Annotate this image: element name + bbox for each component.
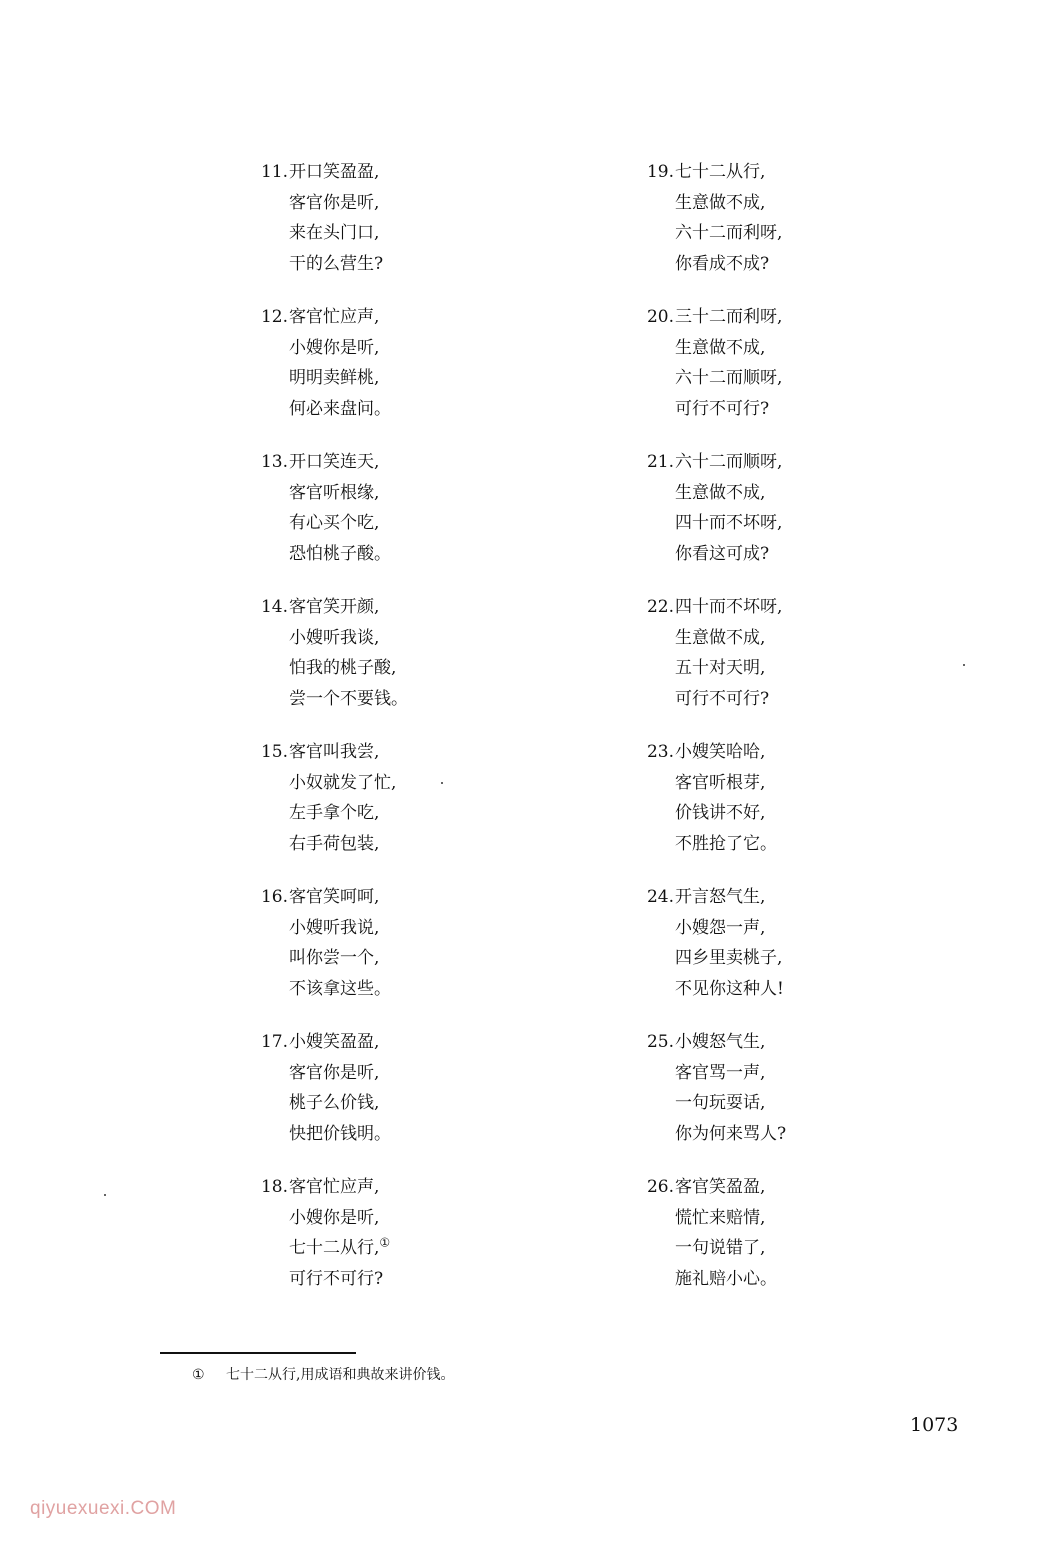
verse-text: 开言怒气生, [675, 887, 766, 907]
footnote [192, 1364, 454, 1384]
verse-text: 可行不可行? [675, 398, 770, 419]
verse-number: 12. [260, 307, 288, 327]
verse-text: 桃子么价钱, [289, 1093, 380, 1113]
verse-text: 有心买个吃, [289, 513, 380, 533]
verse-11 [258, 157, 383, 279]
verse-12 [258, 302, 391, 424]
verse-number: 17. [260, 1032, 288, 1052]
verse-text: 不见你这种人! [675, 978, 784, 999]
verse-text: 客官笑盈盈, [675, 1177, 766, 1197]
verse-line [258, 913, 391, 944]
verse-text: 慌忙来赔情, [675, 1207, 766, 1228]
verse-text: 生意做不成, [675, 192, 766, 213]
verse-line [258, 508, 391, 539]
verse-line [258, 829, 396, 860]
verse-number: 13. [260, 452, 288, 472]
verse-text: 尝一个不要钱。 [289, 688, 408, 709]
verse-line [258, 882, 391, 913]
verse-line [644, 1058, 786, 1089]
verse-line [258, 1172, 390, 1203]
verse-line [644, 302, 782, 333]
verse-text: 施礼赔小心。 [675, 1268, 777, 1289]
verse-line [644, 829, 777, 860]
verse-line [644, 1233, 777, 1264]
verse-line [644, 974, 784, 1005]
verse-13 [258, 447, 391, 569]
verse-line [258, 447, 391, 478]
verse-text: 你为何来骂人? [675, 1123, 787, 1144]
page-number: 1073 [910, 1414, 959, 1436]
verse-24 [644, 882, 784, 1004]
verse-line [644, 188, 782, 219]
verse-line [258, 302, 391, 333]
verse-line [644, 249, 782, 280]
verse-number: 22. [646, 597, 674, 617]
verse-number: 19. [646, 162, 674, 182]
scan-speck [963, 664, 965, 666]
verse-line [644, 798, 777, 829]
verse-number: 11. [260, 162, 288, 182]
verse-text: 客官笑呵呵, [289, 887, 380, 907]
verse-number: 21. [646, 452, 674, 472]
verse-line [644, 363, 782, 394]
verse-line [644, 1203, 777, 1234]
verse-number: 24. [646, 887, 674, 907]
verse-text: 客官笑开颜, [289, 597, 380, 617]
verse-17 [258, 1027, 391, 1149]
verse-line [258, 188, 383, 219]
verse-line [258, 1233, 390, 1264]
verse-text: 小嫂怨一声, [675, 917, 766, 938]
footnote-mark: ① [192, 1367, 205, 1383]
verse-text: 小嫂怒气生, [675, 1032, 766, 1052]
verse-23 [644, 737, 777, 859]
verse-line [258, 1119, 391, 1150]
verse-line [644, 1088, 786, 1119]
verse-text: 你看成不成? [675, 253, 770, 274]
verse-25 [644, 1027, 786, 1149]
verse-text: 五十对天明, [675, 658, 766, 678]
verse-text: 开口笑连天, [289, 452, 380, 472]
verse-number: 15. [260, 742, 288, 762]
verse-line [258, 478, 391, 509]
verse-text: 四乡里卖桃子, [675, 948, 783, 968]
verse-line [258, 798, 396, 829]
verse-line [644, 1264, 777, 1295]
verse-text: 六十二而顺呀, [675, 368, 783, 388]
verse-line [644, 394, 782, 425]
verse-text: 客官你是听, [289, 192, 380, 213]
footnote-rule [160, 1352, 356, 1354]
verse-text: 可行不可行? [675, 688, 770, 709]
verse-line [258, 1088, 391, 1119]
verse-line [258, 333, 391, 364]
scan-speck [104, 1194, 106, 1196]
verse-line [258, 623, 408, 654]
verse-text: 一句玩耍话, [675, 1093, 766, 1113]
verse-text: 七十二从行, [675, 162, 766, 182]
verse-line [258, 1027, 391, 1058]
verse-text: 不该拿这些。 [289, 978, 391, 999]
footnote-reference: ① [379, 1235, 391, 1250]
verse-line [258, 1203, 390, 1234]
verse-text: 右手荷包装, [289, 833, 380, 854]
verse-text: 来在头门口, [289, 223, 380, 243]
verse-text: 七十二从行, [289, 1238, 380, 1258]
verse-text: 明明卖鲜桃, [289, 368, 380, 388]
verse-18 [258, 1172, 390, 1294]
verse-text: 叫你尝一个, [289, 948, 380, 968]
verse-text: 小嫂你是听, [289, 337, 380, 358]
verse-text: 小嫂你是听, [289, 1207, 380, 1228]
verse-26 [644, 1172, 777, 1294]
verse-line [644, 913, 784, 944]
verse-16 [258, 882, 391, 1004]
verse-line [258, 943, 391, 974]
verse-text: 小嫂笑哈哈, [675, 742, 766, 762]
verse-line [644, 737, 777, 768]
verse-line [644, 882, 784, 913]
verse-line [644, 768, 777, 799]
verse-text: 怕我的桃子酸, [289, 658, 397, 678]
verse-line [258, 592, 408, 623]
verse-text: 客官你是听, [289, 1062, 380, 1083]
verse-text: 客官叫我尝, [289, 742, 380, 762]
verse-number: 26. [646, 1177, 674, 1197]
verse-text: 开口笑盈盈, [289, 162, 380, 182]
verse-line [258, 394, 391, 425]
verse-line [644, 1119, 786, 1150]
verse-text: 生意做不成, [675, 337, 766, 358]
verse-text: 客官忙应声, [289, 1177, 380, 1197]
verse-text: 生意做不成, [675, 627, 766, 648]
verse-number: 23. [646, 742, 674, 762]
verse-line [644, 943, 784, 974]
verse-line [644, 447, 782, 478]
verse-19 [644, 157, 782, 279]
verse-line [258, 218, 383, 249]
verse-text: 可行不可行? [289, 1268, 384, 1289]
verse-line [644, 539, 782, 570]
verse-14 [258, 592, 408, 714]
verse-line [644, 478, 782, 509]
verse-text: 四十而不坏呀, [675, 597, 783, 617]
verse-line [644, 1172, 777, 1203]
verse-text: 小嫂笑盈盈, [289, 1032, 380, 1052]
verse-line [258, 737, 396, 768]
verse-number: 20. [646, 307, 674, 327]
verse-number: 16. [260, 887, 288, 907]
verse-line [258, 157, 383, 188]
verse-text: 快把价钱明。 [289, 1123, 391, 1144]
verse-line [644, 653, 782, 684]
verse-text: 价钱讲不好, [675, 803, 766, 823]
verse-number: 25. [646, 1032, 674, 1052]
verse-line [644, 157, 782, 188]
verse-text: 六十二而顺呀, [675, 452, 783, 472]
verse-line [258, 363, 391, 394]
verse-text: 六十二而利呀, [675, 223, 783, 243]
verse-line [644, 218, 782, 249]
footnote-text: 七十二从行,用成语和典故来讲价钱。 [226, 1367, 455, 1383]
verse-text: 一句说错了, [675, 1238, 766, 1258]
verse-number: 18. [260, 1177, 288, 1197]
verse-line [644, 592, 782, 623]
verse-line [258, 653, 408, 684]
verse-text: 小奴就发了忙, [289, 772, 397, 793]
verse-21 [644, 447, 782, 569]
verse-number: 14. [260, 597, 288, 617]
verse-text: 四十而不坏呀, [675, 513, 783, 533]
verse-line [644, 508, 782, 539]
verse-text: 客官听根芽, [675, 772, 766, 793]
verse-text: 恐怕桃子酸。 [289, 543, 391, 564]
verse-line [644, 623, 782, 654]
verse-line [258, 249, 383, 280]
watermark: qiyuexuexi.COM [30, 1498, 177, 1519]
verse-20 [644, 302, 782, 424]
verse-line [644, 333, 782, 364]
verse-22 [644, 592, 782, 714]
verse-line [258, 1058, 391, 1089]
verse-text: 不胜抢了它。 [675, 833, 777, 854]
verse-line [258, 539, 391, 570]
scan-speck [441, 782, 443, 784]
verse-line [258, 684, 408, 715]
verse-line [644, 684, 782, 715]
verse-text: 左手拿个吃, [289, 803, 380, 823]
verse-15 [258, 737, 396, 859]
verse-line [258, 974, 391, 1005]
verse-text: 客官听根缘, [289, 482, 380, 503]
verse-text: 干的么营生? [289, 253, 384, 274]
verse-line [258, 768, 396, 799]
verse-text: 你看这可成? [675, 543, 770, 564]
verse-text: 三十二而利呀, [675, 307, 783, 327]
verse-text: 小嫂听我说, [289, 917, 380, 938]
verse-text: 生意做不成, [675, 482, 766, 503]
verse-text: 客官骂一声, [675, 1062, 766, 1083]
verse-line [258, 1264, 390, 1295]
verse-text: 何必来盘问。 [289, 398, 391, 419]
verse-text: 客官忙应声, [289, 307, 380, 327]
verse-text: 小嫂听我谈, [289, 627, 380, 648]
verse-line [644, 1027, 786, 1058]
